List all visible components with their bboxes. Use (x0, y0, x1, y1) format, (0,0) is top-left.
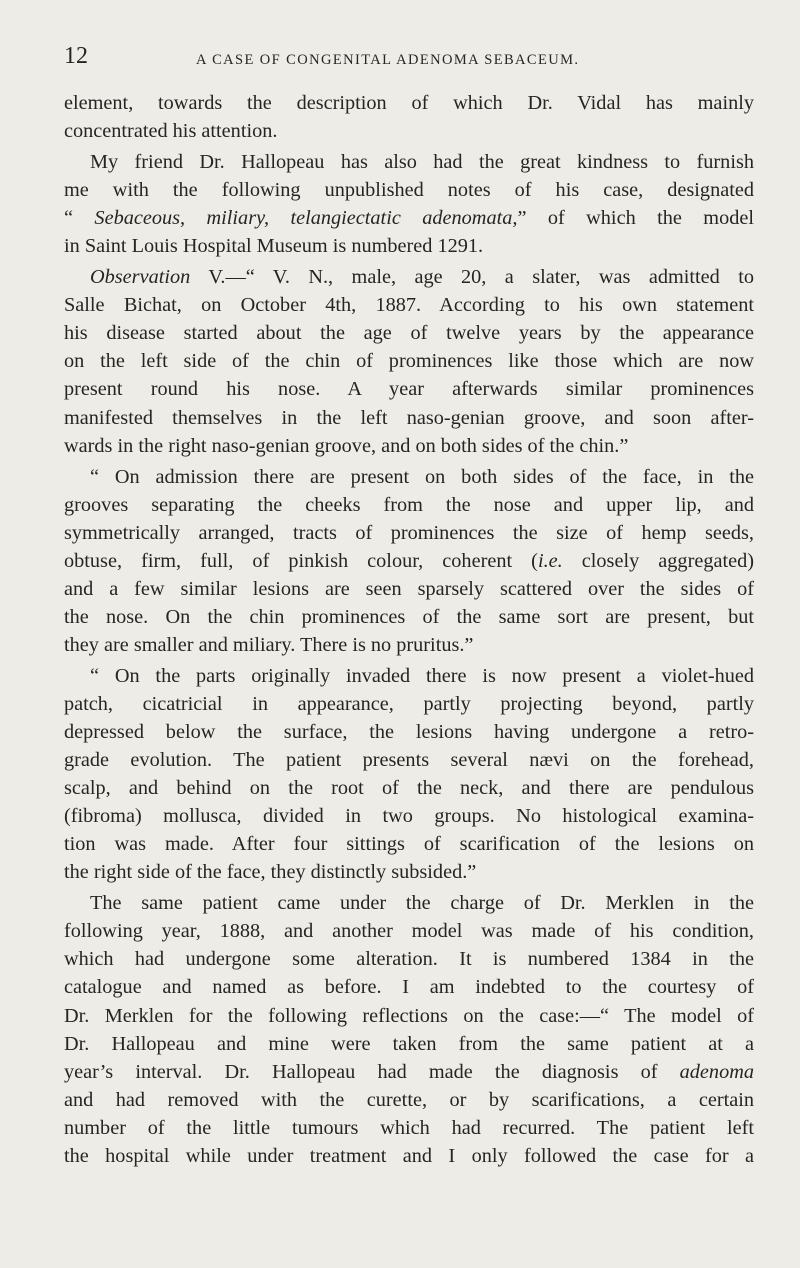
text-run: obtuse, firm, full, of pinkish colour, coherent ( (64, 549, 538, 572)
text-line: they are smaller and miliary. There is no pruritus.” (64, 633, 474, 656)
text-run: V.—“ V. N., male, age 20, a slater, was admitted to (190, 266, 754, 289)
text-line: (fibroma) mollusca, divided in two groups. No histological examina- (64, 805, 754, 828)
text-line: depressed below the surface, the lesions having undergone a retro- (64, 721, 754, 744)
text-line: and a few similar lesions are seen sparsely scattered over the sides of (64, 577, 754, 600)
text-line: scalp, and behind on the root of the neck, and there are pendulous (64, 777, 754, 800)
text-line: his disease started about the age of twelve years by the appearance (64, 322, 754, 345)
text-line (64, 204, 754, 232)
text-line: number of the little tumours which had recurred. The patient left (64, 1116, 754, 1139)
body-text (64, 89, 754, 1173)
text-line: present round his nose. A year afterwards similar prominences (64, 378, 754, 401)
text-line: concentrated his attention. (64, 120, 278, 143)
text-line: which had undergone some alteration. It is numbered 1384 in the (64, 948, 754, 971)
italic-title: Sebaceous, miliary, telangiectatic adenomata, (94, 207, 518, 230)
text-line (64, 263, 754, 291)
text-line: element, towards the description of which Dr. Vidal has mainly (64, 92, 754, 114)
text-line: Dr. Merklen for the following reflections on the case:—“ The model of (64, 1004, 754, 1027)
text-line: the nose. On the chin prominences of the same sort are present, but (64, 605, 754, 628)
italic-abbrev: i.e. (537, 549, 563, 572)
paragraph-5 (64, 662, 754, 886)
text-run: ” of which the model (517, 207, 754, 230)
text-line: the right side of the face, they distinctly subsided.” (64, 861, 477, 884)
text-line: tion was made. After four sittings of scarification of the lesions on (64, 833, 754, 856)
text-run: closely aggregated) (562, 549, 754, 572)
text-run: “ (64, 207, 95, 230)
paragraph-4 (64, 463, 754, 659)
text-line: manifested themselves in the left naso-genian groove, and soon after- (64, 406, 754, 429)
text-line: The same patient came under the charge of Dr. Merklen in the (90, 892, 754, 915)
text-run: year’s interval. Dr. Hallopeau had made the diagnosis of (64, 1060, 680, 1083)
text-line: Salle Bichat, on October 4th, 1887. According to his own statement (64, 294, 754, 317)
text-line: grade evolution. The patient presents several nævi on the forehead, (64, 749, 754, 772)
page-number: 12 (64, 43, 88, 69)
observation-label: Observation (90, 266, 191, 289)
text-line: “ On the parts originally invaded there is now present a violet-hued (90, 664, 754, 687)
text-line: catalogue and named as before. I am indebted to the courtesy of (64, 976, 754, 999)
text-line (64, 547, 754, 575)
paragraph-1 (64, 89, 754, 145)
page-header (64, 41, 754, 75)
text-line: Dr. Hallopeau and mine were taken from the same patient at a (64, 1032, 754, 1055)
text-line: “ On admission there are present on both sides of the face, in the (90, 465, 754, 488)
paragraph-3 (64, 263, 754, 459)
italic-term: adenoma (679, 1060, 754, 1083)
text-line: me with the following unpublished notes of his case, designated (64, 179, 754, 202)
text-line: My friend Dr. Hallopeau has also had the great kindness to furnish (90, 151, 754, 174)
text-line: patch, cicatricial in appearance, partly projecting beyond, partly (64, 692, 754, 715)
text-line (64, 1058, 754, 1086)
text-line: grooves separating the cheeks from the nose and upper lip, and (64, 493, 754, 516)
paragraph-2 (64, 148, 754, 260)
text-line: on the left side of the chin of prominences like those which are now (64, 350, 754, 373)
text-line: the hospital while under treatment and I only followed the case for a (64, 1144, 754, 1167)
text-line: symmetrically arranged, tracts of prominences the size of hemp seeds, (64, 521, 754, 544)
text-line: following year, 1888, and another model was made of his condition, (64, 920, 754, 943)
paragraph-6 (64, 889, 754, 1169)
text-line: and had removed with the curette, or by scarifications, a certain (64, 1088, 754, 1111)
text-line: in Saint Louis Hospital Museum is numbered 1291. (64, 235, 484, 258)
text-line: wards in the right naso-genian groove, and on both sides of the chin.” (64, 434, 629, 457)
running-title: A CASE OF CONGENITAL ADENOMA SEBACEUM. (196, 52, 580, 68)
